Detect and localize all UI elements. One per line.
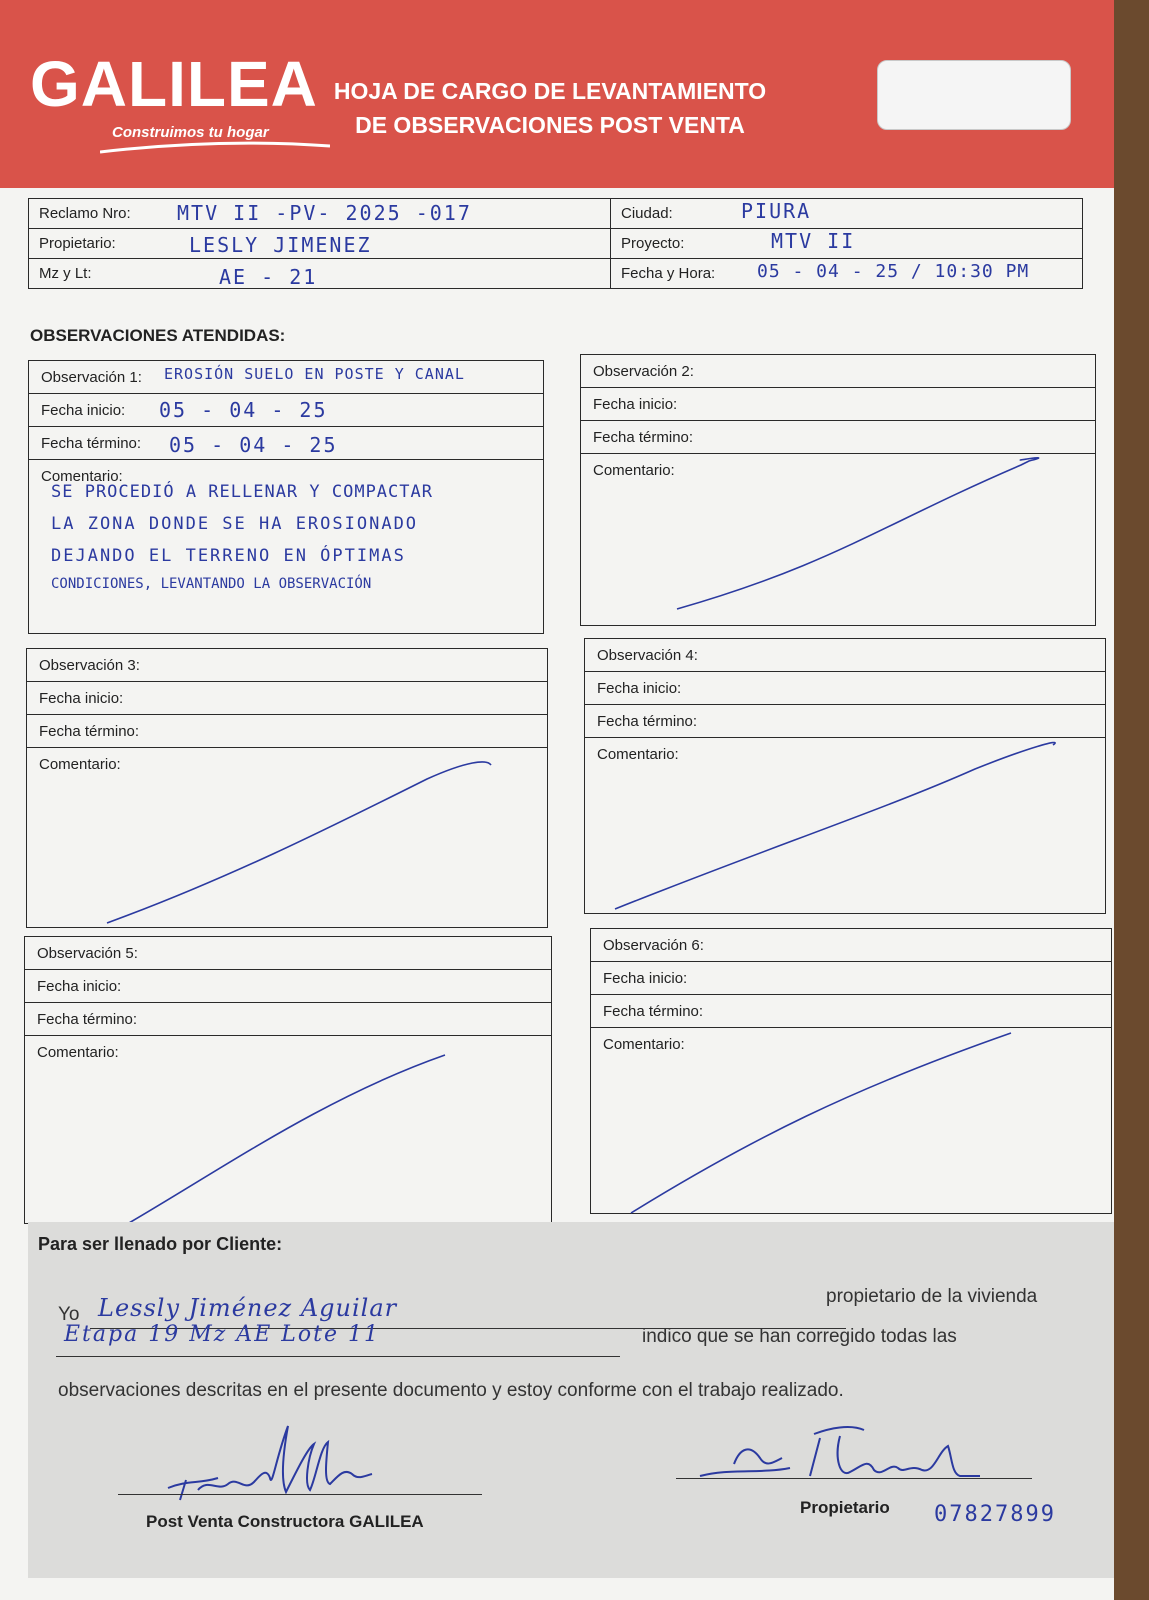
comment-line-3: DEJANDO EL TERRENO EN ÓPTIMAS <box>51 546 406 566</box>
observation-1-label: Observación 1: <box>41 369 142 386</box>
observation-1-start-row <box>29 394 543 427</box>
fecha-termino-label: Fecha término: <box>41 435 142 452</box>
client-section <box>28 1222 1114 1578</box>
fecha-termino-label: Fecha término: <box>593 429 694 446</box>
fecha-inicio-label: Fecha inicio: <box>597 680 682 697</box>
fecha-inicio-label: Fecha inicio: <box>41 402 126 419</box>
ciudad-cell <box>611 199 1083 229</box>
conforme-text: observaciones descritas en el presente documento y estoy conforme con el trabajo realizado. <box>58 1380 844 1401</box>
logo-swoosh-icon <box>100 140 330 154</box>
fecha-termino-label: Fecha término: <box>39 723 140 740</box>
observation-3-box <box>26 648 548 928</box>
company-logo <box>30 48 318 141</box>
proyecto-cell <box>611 229 1083 259</box>
void-slash-line <box>585 639 1107 915</box>
fecha-hora-cell <box>611 259 1083 289</box>
fecha-inicio-label: Fecha inicio: <box>39 690 124 707</box>
observation-5-label: Observación 5: <box>37 945 138 962</box>
observation-6-label: Observación 6: <box>603 937 704 954</box>
fecha-inicio-label: Fecha inicio: <box>37 978 122 995</box>
owner-dni-handwritten: 07827899 <box>934 1502 1056 1527</box>
observation-2-box <box>580 354 1096 626</box>
observation-6-box <box>590 928 1112 1214</box>
owner-signature-line <box>676 1478 1032 1479</box>
observation-1-end-value: 05 - 04 - 25 <box>169 433 338 457</box>
void-slash-line <box>581 355 1097 627</box>
fecha-inicio-label: Fecha inicio: <box>593 396 678 413</box>
observation-5-box <box>24 936 552 1224</box>
title-line-2: DE OBSERVACIONES POST VENTA <box>355 112 745 138</box>
propietario-text: propietario de la vivienda <box>826 1286 1038 1307</box>
observation-1-comment <box>29 460 543 592</box>
void-slash-line <box>591 929 1113 1215</box>
ciudad-value: PIURA <box>741 199 812 223</box>
logo-wordmark: GALILEA <box>30 48 318 120</box>
proyecto-value: MTV II <box>771 229 856 253</box>
reclamo-value: MTV II -PV- 2025 -017 <box>177 201 472 225</box>
comentario-label: Comentario: <box>597 746 679 763</box>
observation-2-label: Observación 2: <box>593 363 694 380</box>
fecha-hora-label: Fecha y Hora: <box>621 265 716 282</box>
propietario-cell <box>29 229 611 259</box>
reclamo-cell <box>29 199 611 229</box>
propietario-label: Propietario: <box>39 235 116 252</box>
observation-4-box <box>584 638 1106 914</box>
comentario-label: Comentario: <box>603 1036 685 1053</box>
observation-1-row <box>29 361 543 394</box>
observation-1-box <box>28 360 544 634</box>
observation-3-label: Observación 3: <box>39 657 140 674</box>
document-number-box <box>877 60 1071 130</box>
fecha-inicio-label: Fecha inicio: <box>603 970 688 987</box>
claim-info-table <box>28 198 1083 289</box>
indico-text: indico que se han corregido todas las <box>642 1326 957 1347</box>
header-band <box>0 0 1114 188</box>
owner-address-handwritten: Etapa 19 Mz AE Lote 11 <box>64 1322 380 1347</box>
mzlt-cell <box>29 259 611 289</box>
fecha-termino-label: Fecha término: <box>37 1011 138 1028</box>
mzlt-value: AE - 21 <box>219 265 318 289</box>
logo-tagline: Construimos tu hogar <box>112 124 269 141</box>
ciudad-label: Ciudad: <box>621 205 673 222</box>
mzlt-label: Mz y Lt: <box>39 265 92 282</box>
document-title <box>330 74 770 142</box>
observation-4-label: Observación 4: <box>597 647 698 664</box>
post-venta-label: Post Venta Constructora GALILEA <box>146 1512 424 1531</box>
observation-1-end-row <box>29 427 543 460</box>
fecha-hora-value: 05 - 04 - 25 / 10:30 PM <box>757 261 1030 282</box>
comment-line-4: CONDICIONES, LEVANTANDO LA OBSERVACIÓN <box>51 576 372 592</box>
yo-label: Yo <box>58 1304 80 1325</box>
propietario-label: Propietario <box>800 1498 890 1517</box>
owner-signature <box>690 1418 990 1498</box>
post-venta-signature-line <box>118 1494 482 1495</box>
title-line-1: HOJA DE CARGO DE LEVANTAMIENTO <box>333 78 767 104</box>
void-slash-line <box>25 937 553 1225</box>
owner-name-handwritten: Lessly Jiménez Aguilar <box>98 1294 398 1322</box>
comentario-label: Comentario: <box>41 468 123 485</box>
comment-line-1: SE PROCEDIÓ A RELLENAR Y COMPACTAR <box>51 482 433 502</box>
fecha-termino-label: Fecha término: <box>603 1003 704 1020</box>
client-section-title: Para ser llenado por Cliente: <box>38 1234 283 1254</box>
section-title: OBSERVACIONES ATENDIDAS: <box>30 326 286 345</box>
proyecto-label: Proyecto: <box>621 235 685 252</box>
void-slash-line <box>27 649 549 929</box>
comment-line-2: LA ZONA DONDE SE HA EROSIONADO <box>51 514 419 534</box>
comentario-label: Comentario: <box>37 1044 119 1061</box>
comentario-label: Comentario: <box>593 462 675 479</box>
comentario-label: Comentario: <box>39 756 121 773</box>
fecha-termino-label: Fecha término: <box>597 713 698 730</box>
reclamo-label: Reclamo Nro: <box>39 205 131 222</box>
propietario-value: LESLY JIMENEZ <box>189 233 372 257</box>
observation-1-value: EROSIÓN SUELO EN POSTE Y CANAL <box>164 365 465 383</box>
observation-1-start-value: 05 - 04 - 25 <box>159 398 328 422</box>
